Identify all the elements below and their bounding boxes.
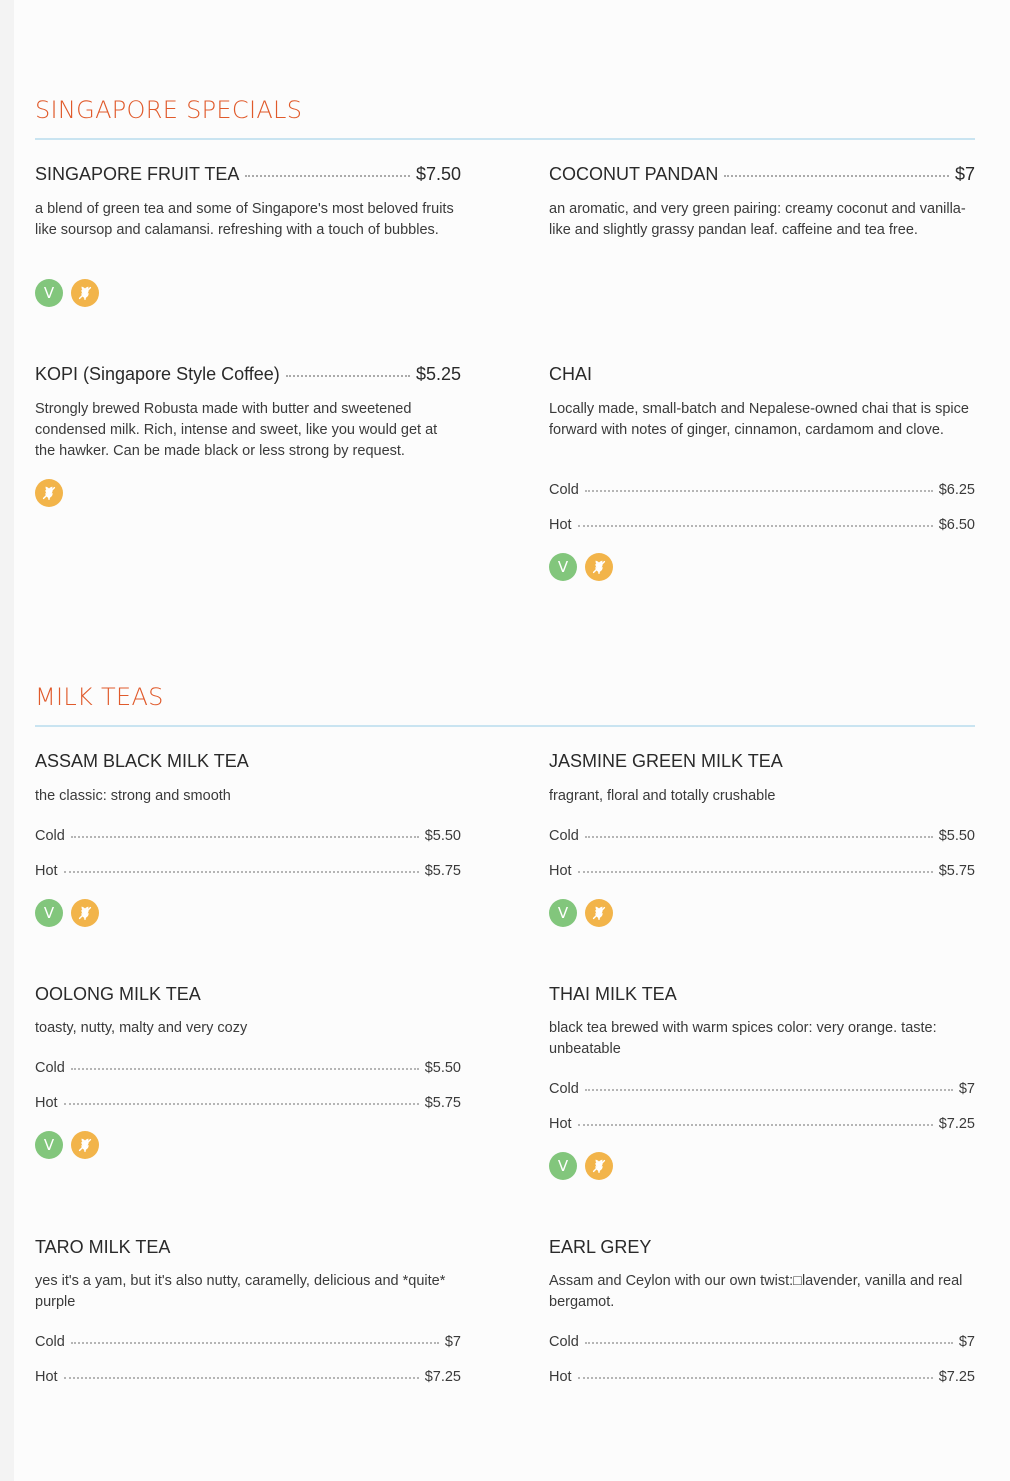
option-label: Cold [549, 828, 579, 844]
option-label: Hot [549, 1116, 572, 1132]
item-header [549, 984, 975, 1004]
item-header [549, 1237, 975, 1257]
gluten-free-icon [71, 899, 99, 927]
section-title: MILK TEAS [35, 683, 164, 711]
option-row [35, 1333, 461, 1351]
vegan-icon: V [35, 279, 63, 307]
vegan-icon: V [35, 899, 63, 927]
item-name: SINGAPORE FRUIT TEA [35, 164, 240, 184]
item-description: yes it's a yam, but it's also nutty, caramelly, delicious and *quite* purple [35, 1273, 446, 1310]
dot-leader [64, 1367, 419, 1379]
option-row [549, 516, 975, 534]
option-price: $7.25 [424, 1369, 461, 1385]
item-price: $7 [954, 164, 975, 184]
dot-leader [585, 480, 933, 492]
dietary-badges [35, 279, 99, 307]
vegan-icon: V [549, 899, 577, 927]
option-label: Hot [549, 863, 572, 879]
item-name: COCONUT PANDAN [549, 164, 719, 184]
option-label: Cold [35, 828, 65, 844]
item-name: EARL GREY [549, 1237, 652, 1257]
item-header [549, 164, 975, 184]
vegan-icon: V [549, 1152, 577, 1180]
option-row [35, 1059, 461, 1077]
item-name: ASSAM BLACK MILK TEA [35, 751, 249, 771]
section-title: SINGAPORE SPECIALS [35, 96, 303, 124]
item-description: Locally made, small-batch and Nepalese-owned chai that is spice forward with notes of ginger, cinnamon, cardamom and clove. [549, 401, 969, 438]
item-name: THAI MILK TEA [549, 984, 677, 1004]
dot-leader [585, 1332, 953, 1344]
option-price: $5.75 [424, 1095, 461, 1111]
item-name: OOLONG MILK TEA [35, 984, 201, 1004]
item-price: $5.25 [415, 364, 461, 384]
dietary-badges [35, 1131, 99, 1159]
item-name: KOPI (Singapore Style Coffee) [35, 364, 280, 384]
item-name: TARO MILK TEA [35, 1237, 171, 1257]
dot-leader [578, 1114, 933, 1126]
option-label: Cold [549, 1334, 579, 1350]
item-description: toasty, nutty, malty and very cozy [35, 1020, 248, 1036]
dot-leader [71, 1058, 419, 1070]
gluten-free-icon [585, 899, 613, 927]
option-row [35, 1368, 461, 1386]
dot-leader [578, 861, 933, 873]
dot-leader [585, 1079, 953, 1091]
item-header [35, 984, 461, 1004]
item-header [549, 364, 975, 384]
section-divider [35, 138, 975, 140]
item-header [35, 164, 461, 184]
item-price: $7.50 [415, 164, 461, 184]
option-row [549, 862, 975, 880]
option-row [549, 1115, 975, 1133]
option-row [549, 1080, 975, 1098]
item-name: CHAI [549, 364, 593, 384]
option-price: $5.50 [424, 828, 461, 844]
dietary-badges [35, 479, 63, 507]
option-row [549, 827, 975, 845]
option-label: Hot [35, 1369, 58, 1385]
item-description: Strongly brewed Robusta made with butter and sweetened condensed milk. Rich, intense and sweet, like you would get at the hawker. Can be made black or less strong by request. [35, 401, 438, 459]
option-label: Hot [549, 1369, 572, 1385]
vegan-icon: V [549, 553, 577, 581]
option-label: Hot [35, 863, 58, 879]
dot-leader [64, 861, 419, 873]
item-description: black tea brewed with warm spices color: very orange. taste: unbeatable [549, 1020, 937, 1057]
item-header [35, 364, 461, 384]
gluten-free-icon [585, 1152, 613, 1180]
option-label: Cold [549, 482, 579, 498]
dot-leader [71, 826, 419, 838]
item-header [35, 1237, 461, 1257]
option-price: $7 [444, 1334, 461, 1350]
dietary-badges [549, 1152, 613, 1180]
option-price: $5.50 [424, 1060, 461, 1076]
option-price: $7.25 [938, 1116, 975, 1132]
dot-leader [64, 1093, 419, 1105]
option-label: Cold [35, 1060, 65, 1076]
option-row [549, 481, 975, 499]
option-price: $6.25 [938, 482, 975, 498]
item-name: JASMINE GREEN MILK TEA [549, 751, 783, 771]
gluten-free-icon [585, 553, 613, 581]
item-description: Assam and Ceylon with our own twist:□lavender, vanilla and real bergamot. [549, 1273, 963, 1310]
item-header [35, 751, 461, 771]
gluten-free-icon [71, 279, 99, 307]
item-description: an aromatic, and very green pairing: creamy coconut and vanilla-like and slightly grassy pandan leaf. caffeine and tea free. [549, 201, 966, 238]
option-row [549, 1368, 975, 1386]
option-row [35, 862, 461, 880]
dietary-badges [35, 899, 99, 927]
dietary-badges [549, 899, 613, 927]
option-label: Cold [549, 1081, 579, 1097]
gluten-free-icon [35, 479, 63, 507]
option-price: $5.50 [938, 828, 975, 844]
dot-leader [286, 363, 410, 377]
option-row [35, 827, 461, 845]
vegan-icon: V [35, 1131, 63, 1159]
dot-leader [245, 163, 410, 177]
item-description: a blend of green tea and some of Singapore's most beloved fruits like soursop and calamansi. refreshing with a touch of bubbles. [35, 201, 454, 238]
option-price: $5.75 [938, 863, 975, 879]
option-row [35, 1094, 461, 1112]
option-price: $6.50 [938, 517, 975, 533]
option-row [549, 1333, 975, 1351]
dot-leader [585, 826, 933, 838]
menu-page [14, 0, 1010, 1481]
section-divider [35, 725, 975, 727]
dot-leader [71, 1332, 439, 1344]
dot-leader [724, 163, 949, 177]
dietary-badges [549, 553, 613, 581]
option-price: $7 [958, 1334, 975, 1350]
option-price: $7.25 [938, 1369, 975, 1385]
item-description: the classic: strong and smooth [35, 788, 231, 804]
item-header [549, 751, 975, 771]
dot-leader [578, 515, 933, 527]
option-label: Hot [549, 517, 572, 533]
option-price: $7 [958, 1081, 975, 1097]
gluten-free-icon [71, 1131, 99, 1159]
dot-leader [578, 1367, 933, 1379]
item-description: fragrant, floral and totally crushable [549, 788, 776, 804]
option-label: Cold [35, 1334, 65, 1350]
option-price: $5.75 [424, 863, 461, 879]
option-label: Hot [35, 1095, 58, 1111]
